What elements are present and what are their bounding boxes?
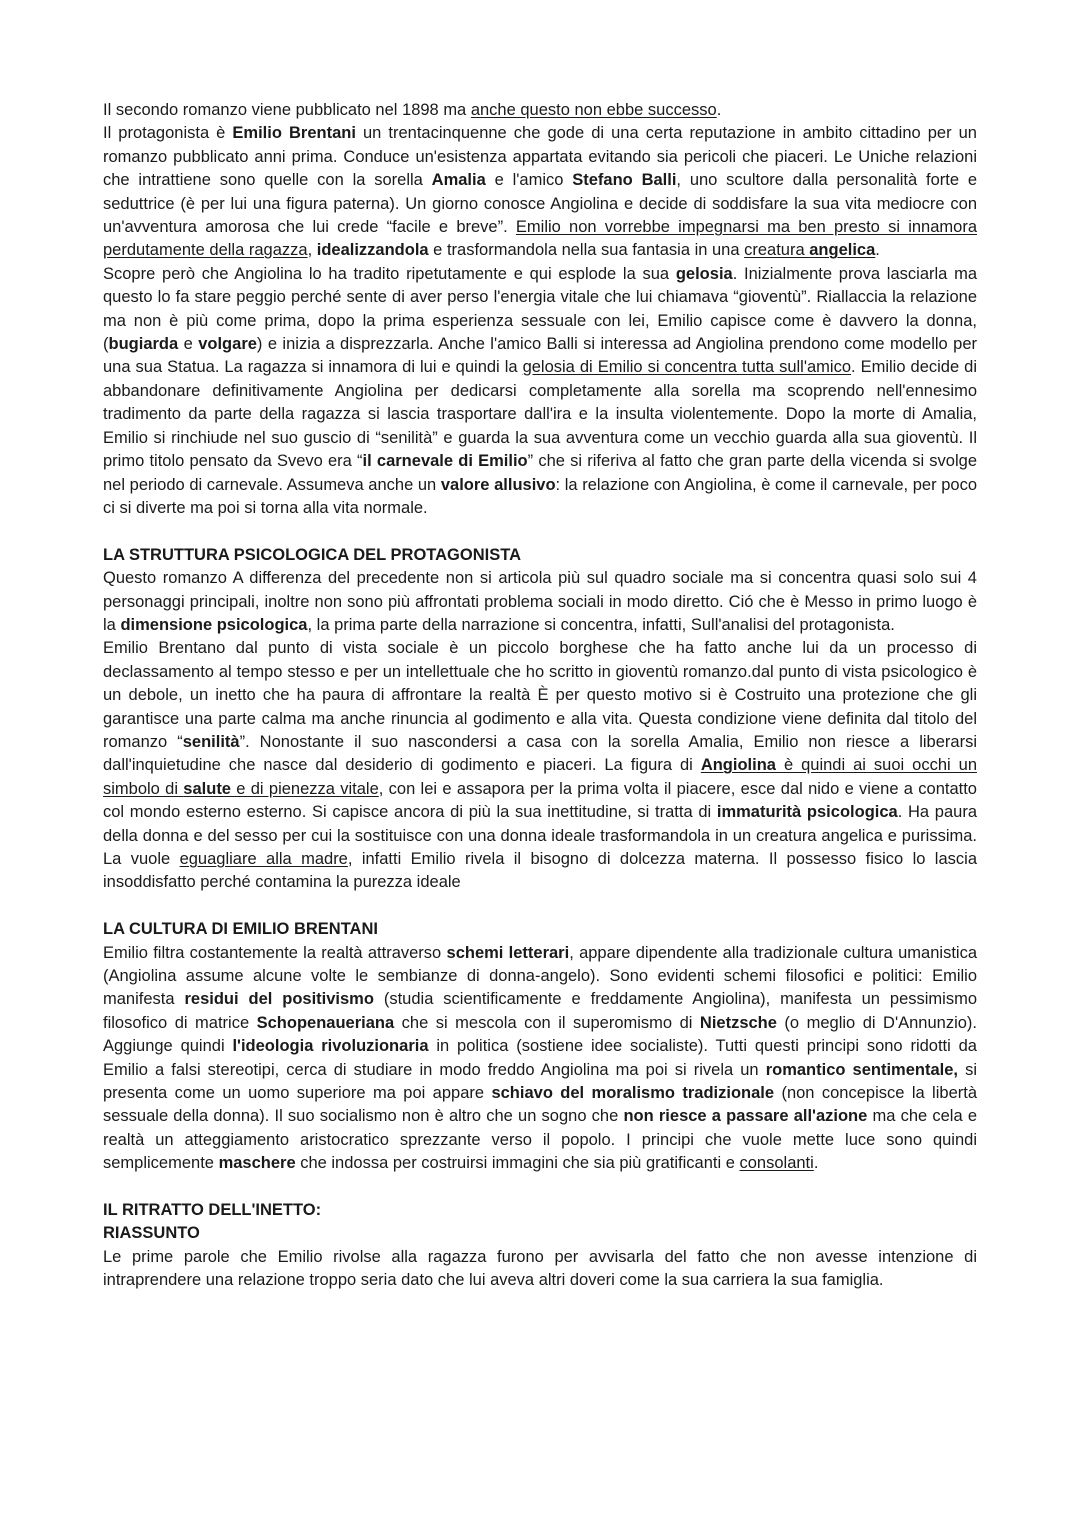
paragraph-culture: Emilio filtra costantemente la realtà attraverso schemi letterari, appare dipendente alla tradizionale cultura umanistica (Angiolina assume alcune volte le sembianze di donna-angelo). Sono evidenti schemi filosofici e politici: Emilio manifesta residui del positivismo (studia scientificamente e freddamente Angiolina), manifesta un pessimismo filosofico di matrice Schopenaueriana che si mescola con il superomismo di Nietzsche (o meglio di D'Annunzio). Aggiunge quindi l'ideologia rivoluzionaria in politica (sostiene idee socialiste). Tutti questi principi sono ridotti da Emilio a falsi stereotipi, cerca di studiare in modo freddo Angiolina ma poi si rivela un romantico sentimentale, si presenta come un uomo superiore ma poi appare schiavo del moralismo tradizionale (non concepisce la libertà sessuale della donna). Il suo socialismo non è altro che un sogno che non riesce a passare all'azione ma che cela e realtà un atteggiamento aristocratico sprezzante verso il popolo. I principi che vuole mette luce sono quindi semplicemente maschere che indossa per costruirsi immagini che sia più gratificanti e consolanti. (103, 943, 977, 1173)
section-heading-summary: RIASSUNTO (103, 1224, 200, 1243)
section-heading-psychology: LA STRUTTURA PSICOLOGICA DEL PROTAGONISTA (103, 545, 521, 564)
paragraph-summary: Le prime parole che Emilio rivolse alla ragazza furono per avvisarla del fatto che non avesse intenzione di intraprendere una relazione troppo seria dato che lui aveva altri doveri come la sua carriera la sua famiglia. (103, 1247, 977, 1290)
spacer (103, 520, 977, 543)
paragraph-plot: Scopre però che Angiolina lo ha tradito ripetutamente e qui esplode la sua gelosia. Inizialmente prova lasciarla ma questo lo fa stare peggio perché sente di aver perso l'energia vitale che lui chiamava “gioventù”. Riallaccia la relazione ma non è più come prima, dopo la prima esperienza sessuale con lei, Emilio capisce come è davvero la donna, (bugiarda e volgare) e inizia a disprezzarla. Anche l'amico Balli si interessa ad Angiolina prendono come modello per una sua Statua. La ragazza si innamora di lui e quindi la gelosia di Emilio si concentra tutta sull'amico. Emilio decide di abbandonare definitivamente Angiolina per dedicarsi completamente alla sorella ma scoprendo nell'ennesimo tradimento da parte della ragazza si lascia trasportare dall'ira e la insulta violentemente. Dopo la morte di Amalia, Emilio si rinchiude nel suo guscio di “senilità” e guarda la sua avventura come un vecchio guarda alla sua gioventù. Il primo titolo pensato da Svevo era “il carnevale di Emilio” che si riferiva al fatto che gran parte della vicenda si svolge nel periodo di carnevale. Assumeva anche un valore allusivo: la relazione con Angiolina, è come il carnevale, per poco ci si diverte ma poi si torna alla vita normale. (103, 264, 977, 517)
spacer (103, 895, 977, 918)
paragraph-psychology-body: Emilio Brentano dal punto di vista sociale è un piccolo borghese che ha fatto anche lui da un processo di declassamento al tempo stesso e per un intellettuale che ho scritto in gioventù romanzo.dal punto di vista psicologico è un debole, un inetto che ha paura di affrontare la realtà È per questo motivo si è Costruito una protezione che gli garantisce una parte calma ma anche rinuncia al godimento e alla vita. Questa condizione viene definita dal titolo del romanzo “senilità”. Nonostante il suo nascondersi a casa con la sorella Amalia, Emilio non riesce a liberarsi dall'inquietudine che nasce dal desiderio di godimento e piaceri. La figura di Angiolina è quindi ai suoi occhi un simbolo di salute e di pienezza vitale, con lei e assapora per la prima volta il piacere, esce dal nido e viene a contatto col mondo esterno esterno. Si capisce ancora di più la sua inettitudine, si tratta di immaturità psicologica. Ha paura della donna e del sesso per cui la sostituisce con una donna ideale trasformandola in un creatura angelica e purissima. La vuole eguagliare alla madre, infatti Emilio rivela il bisogno di dolcezza materna. Il possesso fisico lo lascia insoddisfatto perché contamina la purezza ideale (103, 639, 978, 892)
section-heading-portrait: IL RITRATTO DELL'INETTO: (103, 1201, 322, 1220)
paragraph-psychology-intro: Questo romanzo A differenza del precedente non si articola più sul quadro sociale ma si concentra quasi solo sui 4 personaggi principali, inoltre non sono più affrontati problema sociali in modo diretto. Ció che è Messo in primo luogo è la dimensione psicologica, la prima parte della narrazione si concentra, infatti, Sull'analisi del protagonista. (103, 569, 977, 634)
spacer (103, 1176, 977, 1199)
paragraph-protagonist: Il protagonista è Emilio Brentani un trentacinquenne che gode di una certa reputazione in ambito cittadino per un romanzo pubblicato anni prima. Conduce un'esistenza appartata evitando sia pericoli che piaceri. Le Uniche relazioni che intrattiene sono quelle con la sorella Amalia e l'amico Stefano Balli, uno scultore dalla personalità forte e seduttrice (è per lui una figura paterna). Un giorno conosce Angiolina e decide di soddisfare la sua vita mediocre con un'avventura amorosa che lui crede “facile e breve”. Emilio non vorrebbe impegnarsi ma ben presto si innamora perdutamente della ragazza, idealizzandola e trasformandola nella sua fantasia in una creatura angelica. (103, 124, 978, 260)
paragraph-intro: Il secondo romanzo viene pubblicato nel 1898 ma anche questo non ebbe successo. (103, 101, 722, 119)
section-heading-culture: LA CULTURA DI EMILIO BRENTANI (103, 920, 378, 939)
